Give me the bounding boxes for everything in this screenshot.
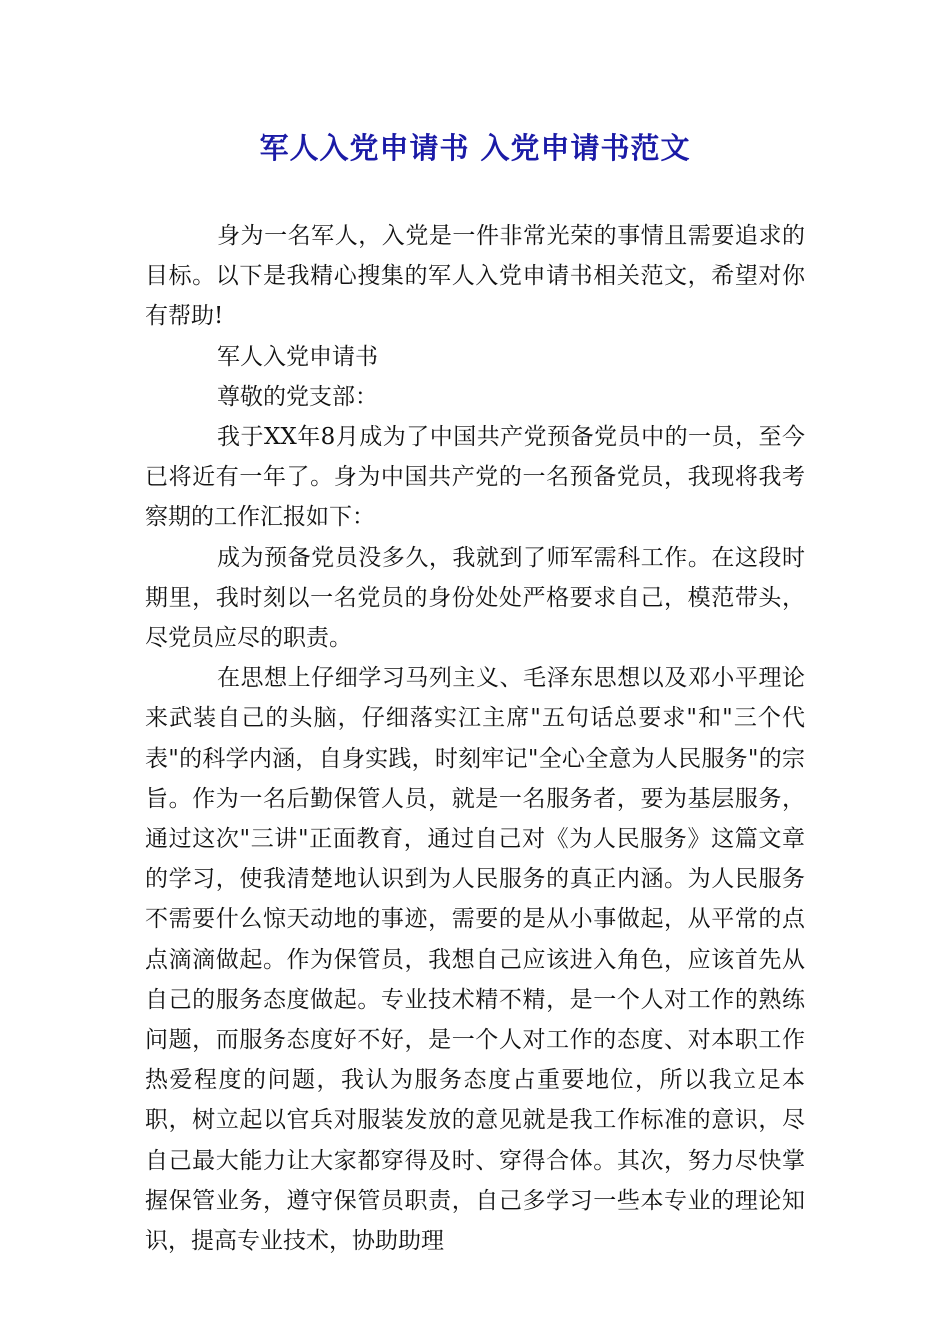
paragraph-ideology: 在思想上仔细学习马列主义、毛泽东思想以及邓小平理论来武装自己的头脑，仔细落实江主席"五句话总要求"和"三个代表"的科学内涵，自身实践，时刻牢记"全心全意为人民服务"的宗旨。作为一名后勤保管人员，就是一名服务者，要为基层服务，通过这次"三讲"正面教育，通过自己对《为人民服务》这篇文章的学习，使我清楚地认识到为人民服务的真正内涵。为人民服务不需要什么惊天动地的事迹，需要的是从小事做起，从平常的点点滴滴做起。作为保管员，我想自己应该进入角色，应该首先从自己的服务态度做起。专业技术精不精，是一个人对工作的熟练问题，而服务态度好不好，是一个人对工作的态度、对本职工作热爱程度的问题，我认为服务态度占重要地位，所以我立足本职，树立起以官兵对服装发放的意见就是我工作标准的意识，尽自己最大能力让大家都穿得及时、穿得合体。其次，努力尽快掌握保管业务，遵守保管员职责，自己多学习一些本专业的理论知识，提高专业技术，协助助理 [145, 665, 805, 1255]
paragraph-heading: 军人入党申请书 [217, 343, 378, 370]
document-body [145, 216, 805, 1261]
document-title: 军人入党申请书 入党申请书范文 [259, 131, 691, 165]
paragraph-salutation: 尊敬的党支部： [217, 383, 378, 410]
paragraph-work-start: 成为预备党员没多久，我就到了师军需科工作。在这段时期里，我时刻以一名党员的身份处处严格要求自己，模范带头，尽党员应尽的职责。 [145, 544, 805, 652]
paragraph-report-intro: 我于XX年8月成为了中国共产党预备党员中的一员，至今已将近有一年了。身为中国共产党的一名预备党员，我现将我考察期的工作汇报如下： [145, 424, 805, 531]
paragraph-intro: 身为一名军人，入党是一件非常光荣的事情且需要追求的目标。以下是我精心搜集的军人入党申请书相关范文，希望对你有帮助! [145, 223, 805, 330]
